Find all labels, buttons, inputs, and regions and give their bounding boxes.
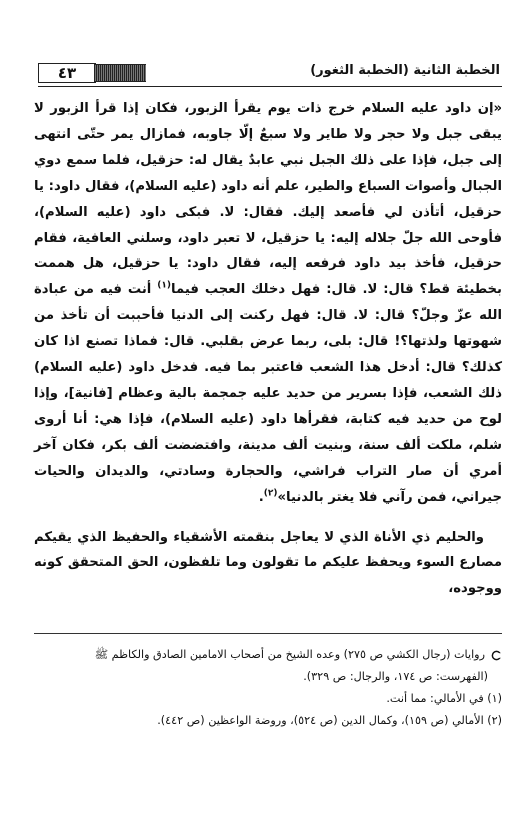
page-header [38,60,502,87]
paragraph-hadith-part2: أنت فيه من عبادة الله عزّ وجلّ؟ قال: لا. قال: فهل ركنت إلى الدنيا فأحببت أن تأخذ من شهوتها ولذتها؟! قال: بلى، ربما عرض بقلبي. قال: فماذا تصنع اذا كان كذلك؟ قال: أدخل هذا الشعب فاعتبر بما فيه. فدخل داود (عليه السلام) ذلك الشعب، فإذا بسرير من حديد عليه جمجمة بالية وعظام [فانية]، وإذا لوح من حديد فيه كتابة، فقرأها داود (عليه السلام)، فإذا هي: أنا أروى شلم، ملكت ألف سنة، وبنيت ألف مدينة، وافتضضت ألف بكر، فكان آخر أمري أن صار التراب فراشي، والحجارة وسادتي، والديدان والحيات جيراني، فمن رآني فلا يغتر بالدنيا» [34,282,502,505]
running-title: الخطبة الثانية (الخطبة الثغور) [310,63,500,78]
main-text [34,96,502,602]
footnote-0 [34,644,502,666]
footnote-0-line1: روايات (رجال الكشي ص ٢٧٥) وعده الشيخ من أصحاب الامامين الصادق والكاظم ﷺ [94,648,485,661]
footnotes [34,644,502,732]
page-number: ٤٣ [38,63,96,83]
paragraph-hadith-end: . [258,489,264,505]
paragraph-second: والحليم ذي الأناة الذي لا يعاجل بنقمته الأشقياء والحفيظ الذي يقيكم مصارع السوء ويحفظ عليكم ما تقولون وما تلفظون، الحق المتحقق كونه ووجوده، [34,529,502,597]
footnote-ref-2: (٢) [263,488,278,499]
paragraph-hadith [34,96,502,511]
paragraph-hadith-part1: «إن داود عليه السلام خرج ذات يوم يقرأ الزبور، فكان إذا قرأ الزبور لا يبقى جبل ولا حجر ولا طاير ولا سبعٌ إلّا جاوبه، فمازال يمر حتّى انتهى إلى جبل، فإذا على ذلك الجبل نبي عابدٌ يقال له: حزقيل، فلما سمع دوي الجبال وأصوات السباع والطير، علم أنه داود (عليه السلام)، فقال داود: يا حزقيل، أتأذن لي فأصعد إليك. فقال: لا. فبكى داود (عليه السلام)، فأوحى الله جلّ جلاله إليه: يا حزقيل، لا تعبر داود، وسلني العافية، فقام حزقيل، فأخذ بيد داود فرفعه إليه، فقال داود: يا حزقيل، هل هممت بخطيئة قط؟ قال: لا. قال: فهل دخلك العجب فيما [34,101,503,298]
header-decorative-bar [94,64,146,82]
footnote-marker-icon [491,650,502,661]
footnote-divider [34,633,502,634]
footnote-2: (٢) الأمالي (ص ١٥٩)، وكمال الدين (ص ٥٢٤)، وروضة الواعظين (ص ٤٤٢). [157,714,502,727]
footnote-ref-1: (١) [157,280,172,291]
footnote-1: (١) في الأمالي: مما أنت. [386,692,502,705]
footnote-0-line2: (الفهرست: ص ١٧٤، والرجال: ص ٣٢٩). [303,670,488,683]
